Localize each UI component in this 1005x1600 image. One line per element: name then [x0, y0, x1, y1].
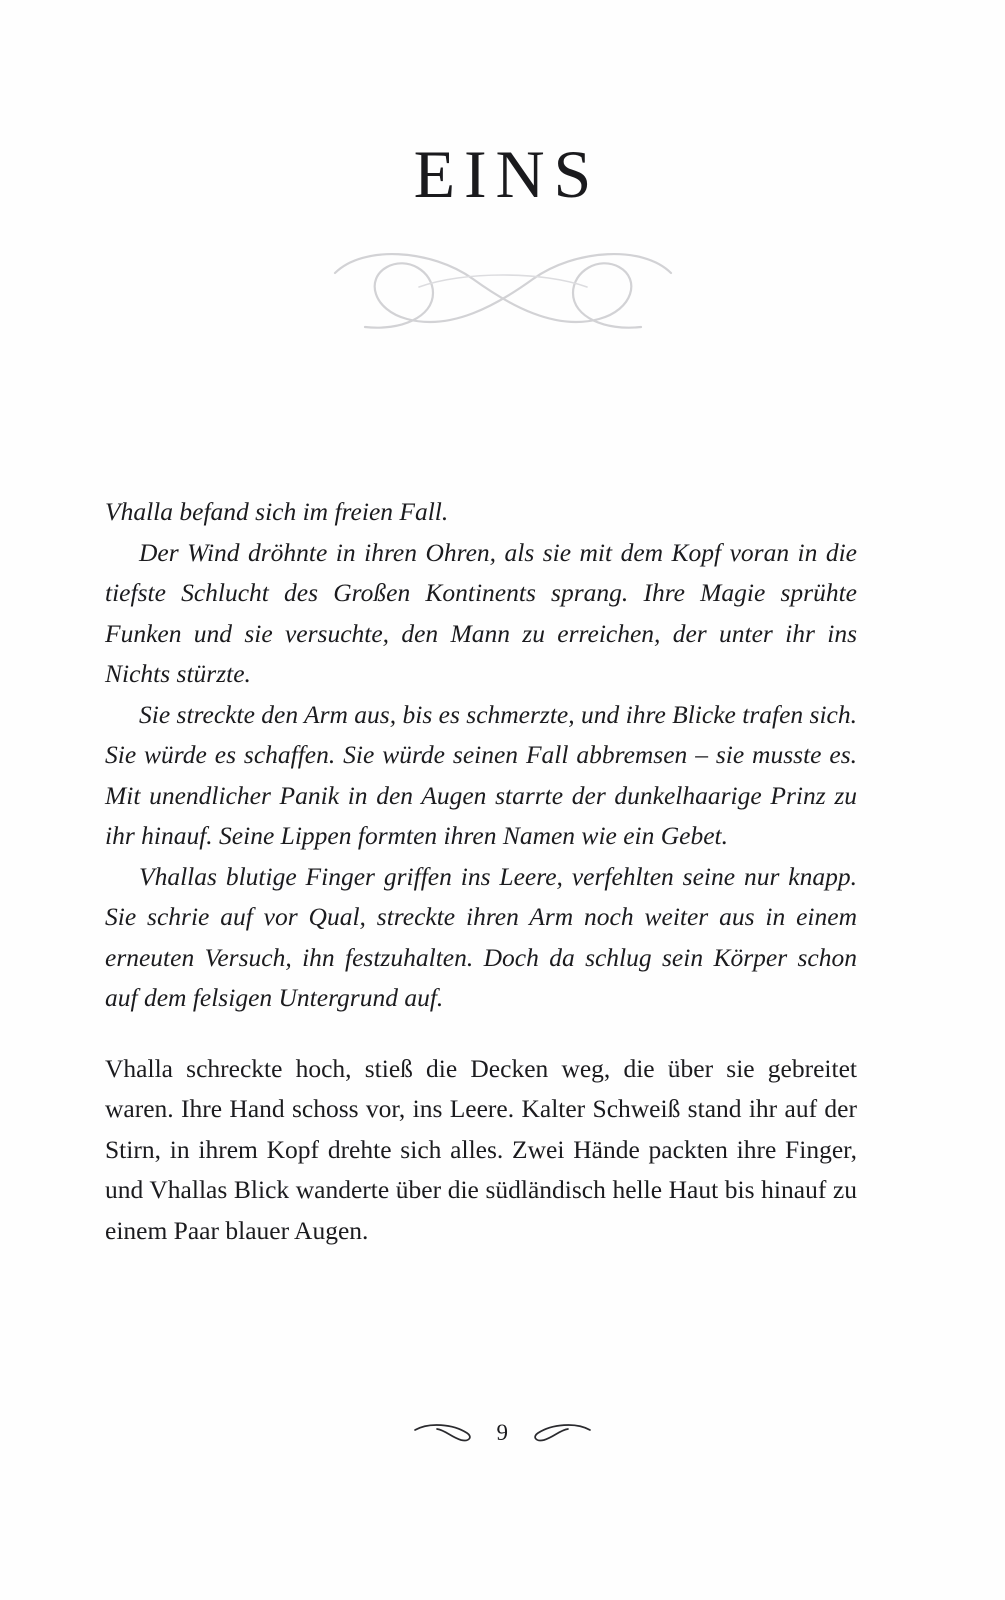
paragraph: Sie streckte den Arm aus, bis es schmerzte, und ihre Blicke trafen sich. Sie würde es schaffen. Sie würde seinen Fall abbremsen – sie musste es. Mit unendlicher Panik in den Augen starrte der dunkelhaarige Prinz zu ihr hinauf. Seine Lippen formten ihren Namen wie ein Gebet.	[105, 699, 857, 850]
paragraph: Vhallas blutige Finger griffen ins Leere, verfehlten seine nur knapp. Sie schrie auf vor Qual, streckte ihren Arm noch weiter aus in einem erneuten Versuch, ihn festzuhalten. Doch da schlug sein Körper schon auf dem felsigen Untergrund auf.	[105, 861, 857, 1012]
chapter-header	[0, 136, 1005, 350]
paragraph: Vhalla schreckte hoch, stieß die Decken weg, die über sie gebreitet waren. Ihre Hand schoss vor, ins Leere. Kalter Schweiß stand ihr auf der Stirn, in ihrem Kopf drehte sich alles. Zwei Hände packten ihre Finger, und Vhallas Blick wanderte über die südländisch helle Haut bis hinauf zu einem Paar blauer Augen.	[105, 1053, 857, 1245]
paragraph-spacer	[105, 1019, 857, 1049]
page-title: EINS	[413, 136, 601, 212]
flourish-ornament-icon	[0, 230, 1005, 350]
leaf-flourish-right-icon	[522, 1420, 594, 1446]
paragraph: Vhalla befand sich im freien Fall.	[105, 497, 449, 526]
paragraph: Der Wind dröhnte in ihren Ohren, als sie mit dem Kopf voran in die tiefste Schlucht des Großen Kontinents sprang. Ihre Magie sprühte Funken und sie versuchte, den Mann zu erreichen, der unter ihr ins Nichts stürzte.	[105, 537, 857, 688]
page-number: 9	[496, 1420, 509, 1445]
page-footer	[0, 1420, 1005, 1446]
leaf-flourish-left-icon	[411, 1420, 483, 1446]
body-text	[105, 492, 857, 1251]
